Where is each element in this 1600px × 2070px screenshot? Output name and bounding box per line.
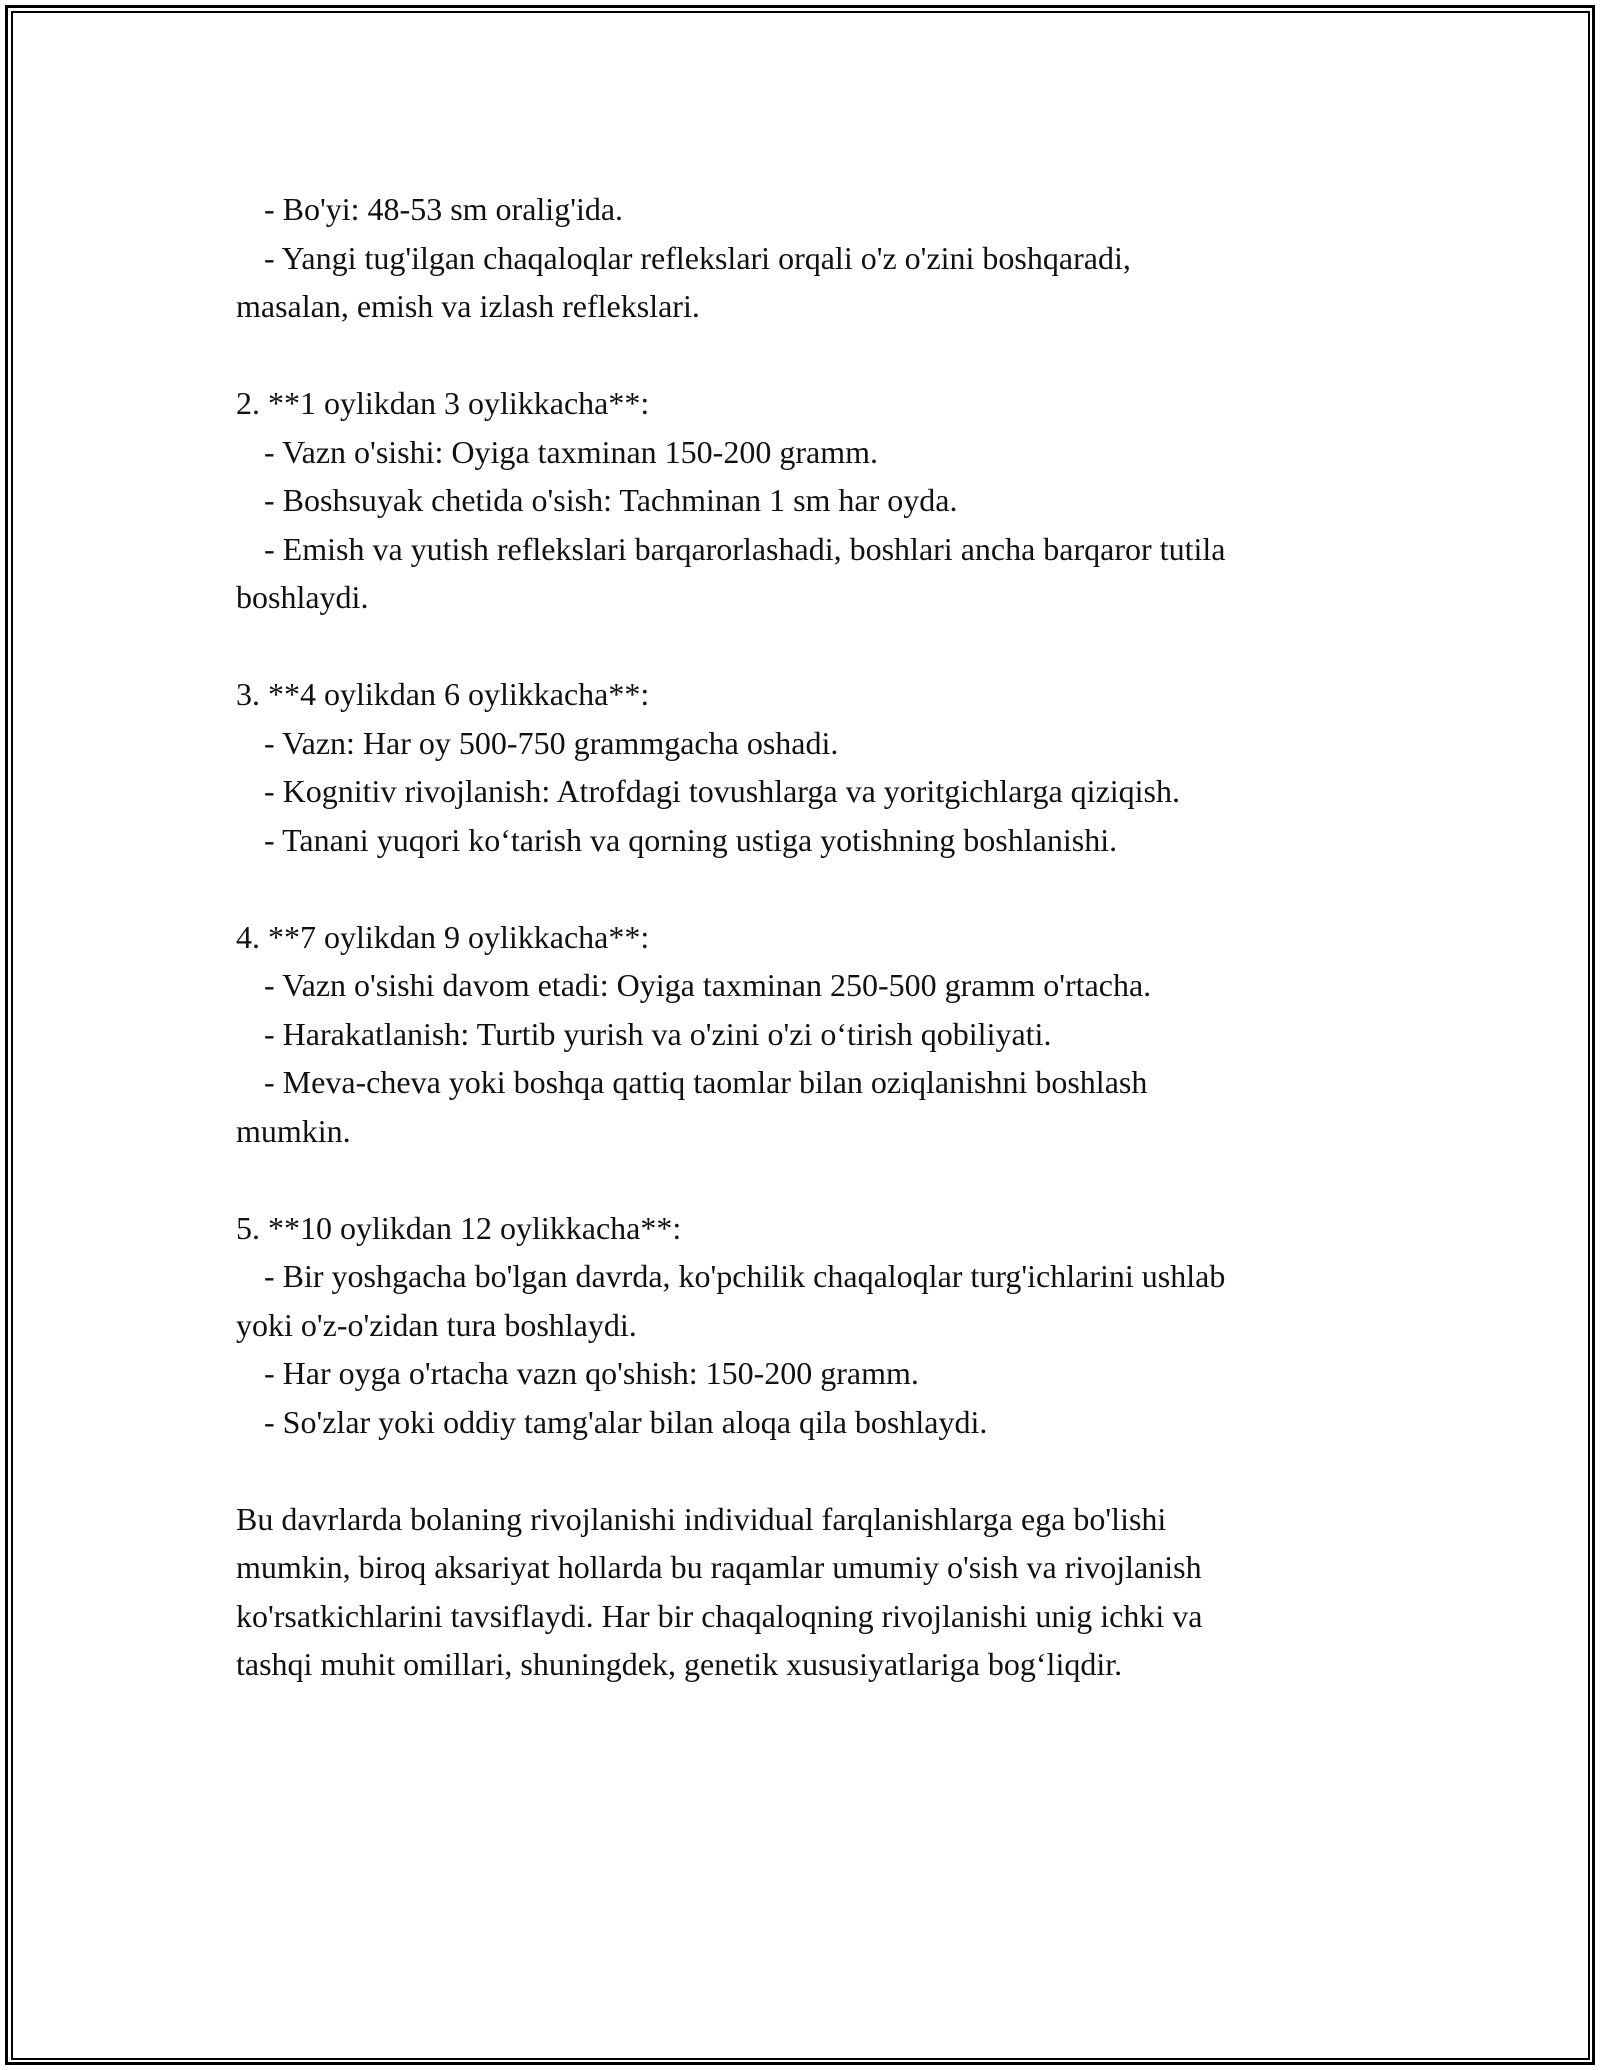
text-line: ko'rsatkichlarini tavsiflaydi. Har bir chaqaloqning rivojlanishi unig ichki va [236, 1597, 1203, 1634]
text-line: masalan, emish va izlash reflekslari. [236, 288, 700, 324]
paragraph-gap [236, 864, 1386, 913]
text-line: - Emish va yutish reflekslari barqarorlashadi, boshlari ancha barqaror tutila [264, 530, 1226, 567]
text-line: - Meva-cheva yoki boshqa qattiq taomlar bilan oziqlanishni boshlash [264, 1064, 1148, 1100]
document-body [236, 185, 1386, 1689]
text-line: mumkin, biroq aksariyat hollarda bu raqamlar umumiy o'sish va rivojlanish [236, 1549, 1202, 1585]
text-line: 4. **7 oylikdan 9 oylikkacha**: [236, 918, 650, 955]
text-line: 5. **10 oylikdan 12 oylikkacha**: [236, 1209, 682, 1246]
text-line: 2. **1 oylikdan 3 oylikkacha**: [236, 385, 650, 421]
text-line: tashqi muhit omillari, shuningdek, genetik xususiyatlariga bog‘liqdir. [236, 1646, 1123, 1682]
text-line: - Yangi tug'ilgan chaqaloqlar reflekslari orqali o'z o'zini boshqaradi, [264, 239, 1131, 276]
text-line: - Har oyga o'rtacha vazn qo'shish: 150-200 gramm. [264, 1355, 919, 1391]
text-line: Bu davrlarda bolaning rivojlanishi individual farqlanishlarga ega bo'lishi [236, 1500, 1167, 1537]
paragraph-gap [236, 622, 1386, 671]
text-line: - Bo'yi: 48-53 sm oralig'ida. [264, 191, 624, 227]
text-line: - Vazn: Har oy 500-750 grammgacha oshadi. [264, 724, 839, 761]
text-line: 3. **4 oylikdan 6 oylikkacha**: [236, 676, 650, 712]
paragraph-gap [236, 1155, 1386, 1204]
text-line: yoki o'z-o'zidan tura boshlaydi. [236, 1306, 637, 1343]
paragraph-gap [236, 1446, 1386, 1495]
text-line: - Harakatlanish: Turtib yurish va o'zini o'zi o‘tirish qobiliyati. [264, 1015, 1052, 1052]
text-line: - Kognitiv rivojlanish: Atrofdagi tovushlarga va yoritgichlarga qiziqish. [264, 773, 1180, 809]
text-line: - Bir yoshgacha bo'lgan davrda, ko'pchilik chaqaloqlar turg'ichlarini ushlab [264, 1258, 1226, 1294]
paragraph-gap [236, 331, 1386, 380]
text-line: - Boshsuyak chetida o'sish: Tachminan 1 sm har oyda. [264, 482, 958, 518]
text-line: boshlaydi. [236, 579, 369, 615]
text-line: - Vazn o'sishi: Oyiga taxminan 150-200 gramm. [264, 433, 878, 470]
text-line: - Vazn o'sishi davom etadi: Oyiga taxminan 250-500 gramm o'rtacha. [264, 967, 1152, 1003]
text-line: - Tanani yuqori ko‘tarish va qorning ustiga yotishning boshlanishi. [264, 821, 1118, 858]
text-line: mumkin. [236, 1112, 351, 1149]
text-line: - So'zlar yoki oddiy tamg'alar bilan aloqa qila boshlaydi. [264, 1403, 988, 1440]
